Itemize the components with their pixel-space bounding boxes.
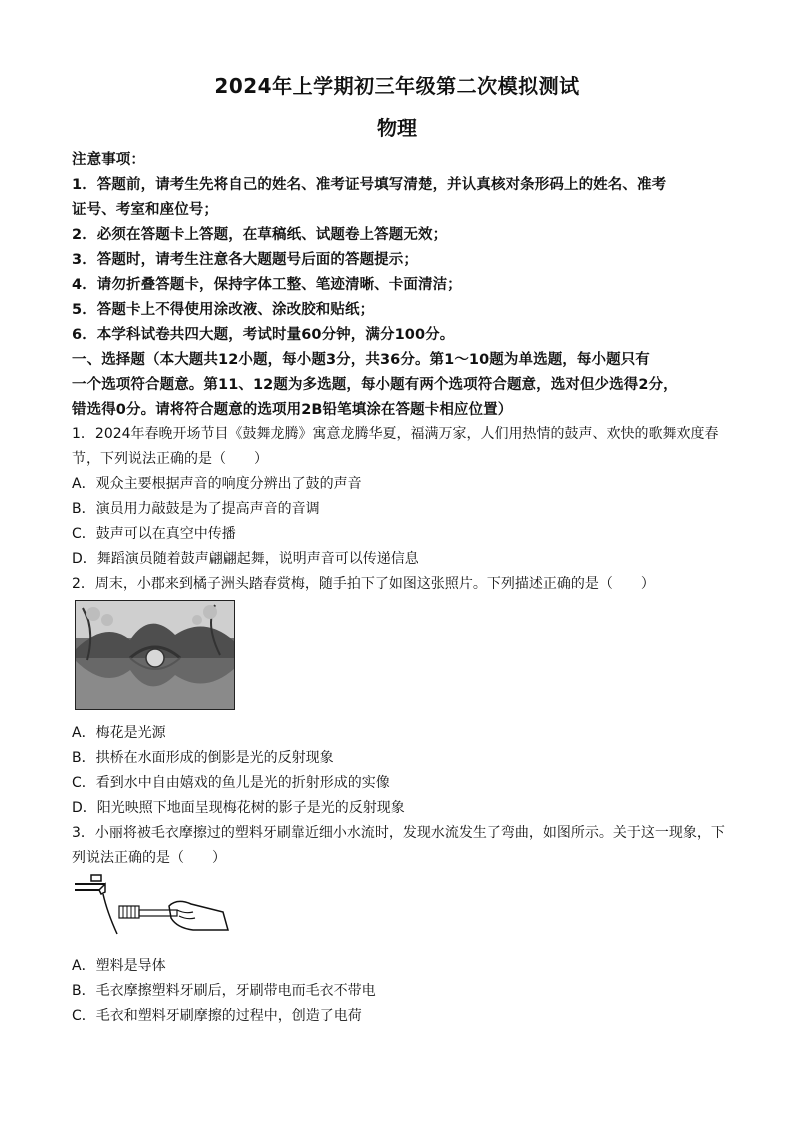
answer-option: B．演员用力敲鼓是为了提高声音的音调: [72, 501, 320, 517]
answer-option: A．塑料是导体: [72, 958, 166, 974]
question-stem: 节，下列说法正确的是（ ）: [72, 451, 268, 467]
question-stem: 1．2024年春晚开场节目《鼓舞龙腾》寓意龙腾华夏，福满万家，人们用热情的鼓声、欢快的歌舞欢度春: [72, 426, 719, 442]
answer-option: C．看到水中自由嬉戏的鱼儿是光的折射形成的实像: [72, 775, 390, 791]
answer-option: D．舞蹈演员随着鼓声翩翩起舞，说明声音可以传递信息: [72, 551, 419, 567]
notice-heading: 注意事项：: [72, 152, 145, 168]
notice-line: 4．请勿折叠答题卡，保持字体工整、笔迹清晰、卡面清洁；: [72, 277, 462, 293]
question-stem: 2．周末，小郡来到橘子洲头踏春赏梅，随手拍下了如图这张照片。下列描述正确的是（ ）: [72, 576, 655, 592]
question-stem: 3．小丽将被毛衣摩擦过的塑料牙刷靠近细小水流时，发现水流发生了弯曲，如图所示。关于这一现象，下: [72, 825, 725, 841]
answer-option: A．观众主要根据声音的响度分辨出了鼓的声音: [72, 476, 362, 492]
notice-line: 6．本学科试卷共四大题，考试时量60分钟，满分100分。: [72, 327, 455, 343]
exam-title: 2024年上学期初三年级第二次模拟测试: [214, 74, 580, 98]
answer-option: A．梅花是光源: [72, 725, 166, 741]
subject-title: 物理: [377, 116, 417, 140]
answer-option: D．阳光映照下地面呈现梅花树的影子是光的反射现象: [72, 800, 405, 816]
answer-option: C．鼓声可以在真空中传播: [72, 526, 236, 542]
faucet-toothbrush-figure: [73, 872, 233, 944]
answer-option: B．拱桥在水面形成的倒影是光的反射现象: [72, 750, 334, 766]
notice-line: 证号、考室和座位号；: [72, 202, 218, 218]
section-instructions: 一、选择题（本大题共12小题，每小题3分，共36分。第1～10题为单选题，每小题只有: [72, 352, 650, 368]
plum-blossom-bridge-photo: [75, 600, 235, 710]
answer-option: C．毛衣和塑料牙刷摩擦的过程中，创造了电荷: [72, 1008, 362, 1024]
notice-line: 2．必须在答题卡上答题，在草稿纸、试题卷上答题无效；: [72, 227, 448, 243]
notice-line: 3．答题时，请考生注意各大题题号后面的答题提示；: [72, 252, 418, 268]
section-instructions: 错选得0分。请将符合题意的选项用2B铅笔填涂在答题卡相应位置）: [72, 402, 513, 418]
notice-line: 5．答题卡上不得使用涂改液、涂改胶和贴纸；: [72, 302, 375, 318]
notice-line: 1．答题前，请考生先将自己的姓名、准考证号填写清楚，并认真核对条形码上的姓名、准考: [72, 177, 667, 193]
question-stem: 列说法正确的是（ ）: [72, 850, 226, 866]
answer-option: B．毛衣摩擦塑料牙刷后，牙刷带电而毛衣不带电: [72, 983, 376, 999]
section-instructions: 一个选项符合题意。第11、12题为多选题，每小题有两个选项符合题意，选对但少选得2分，: [72, 377, 678, 393]
